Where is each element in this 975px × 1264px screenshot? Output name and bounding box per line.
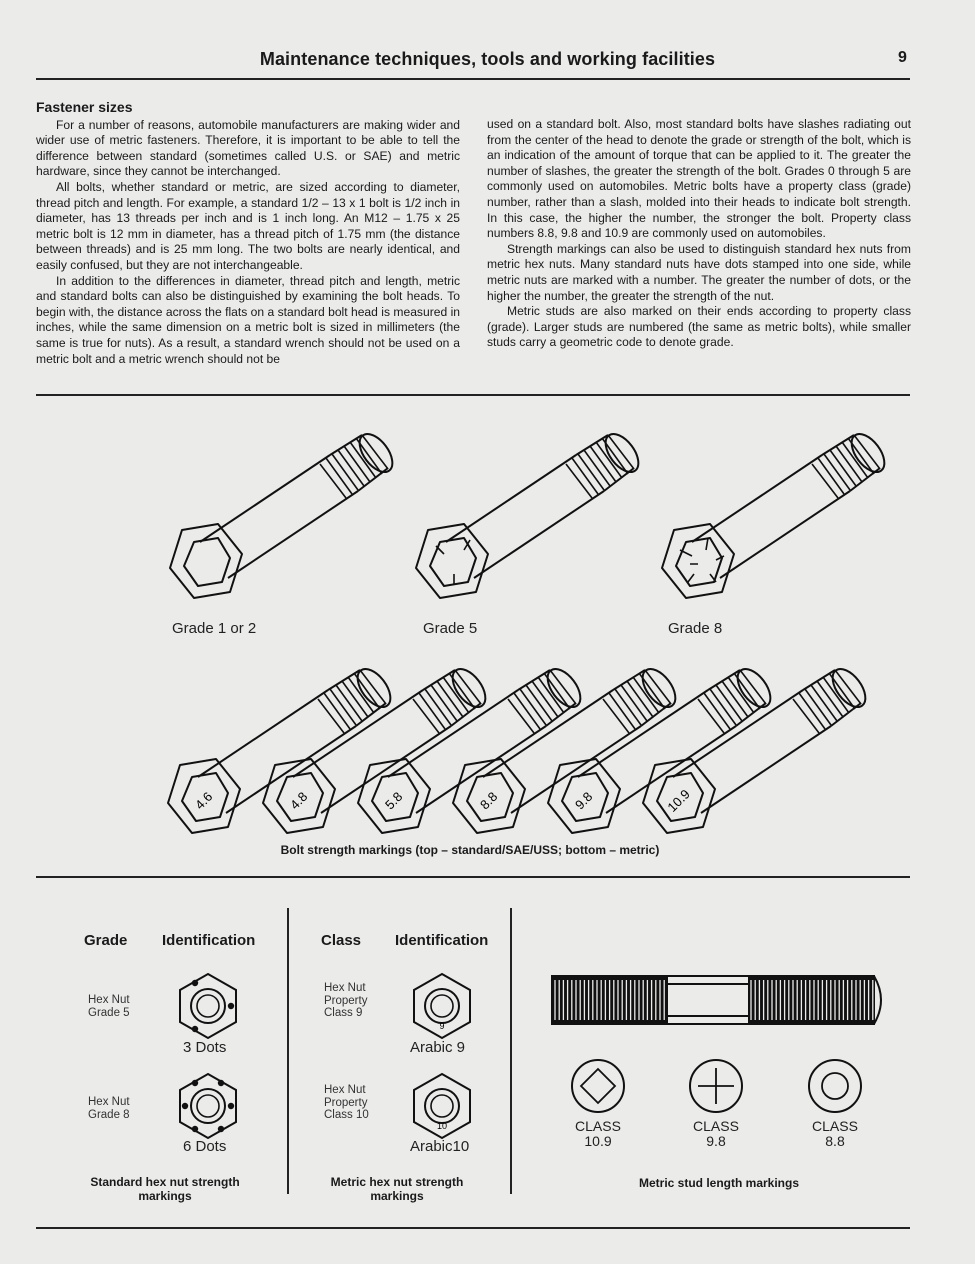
paragraph: Metric studs are also marked on their ends according to property class (grade). Larger studs are numbered (the same as metric bolts), while smaller studs carry a geometric code to denote grade.: [487, 304, 911, 350]
three-dot-nut-icon: [173, 971, 243, 1041]
grade-label: Grade 1 or 2: [172, 620, 257, 637]
section-heading: Fastener sizes: [36, 99, 133, 115]
footer-rule: [36, 1227, 910, 1229]
text-column-left: [36, 100, 460, 367]
nut-identification: Arabic 9: [410, 1039, 466, 1056]
square-in-circle-icon: [568, 1056, 628, 1116]
column-divider: [510, 908, 512, 1194]
metric-nut-caption: Metric hex nut strength markings: [330, 1175, 464, 1203]
metric-nut-10-icon: [407, 1071, 477, 1141]
metric-class-mark: 4.6: [191, 788, 216, 813]
nut-class-label: Hex Nut Property Class 9: [324, 982, 368, 1019]
metric-class-mark: 5.8: [381, 788, 406, 813]
text-column-right: [487, 117, 911, 351]
col-header-identification: Identification: [162, 932, 256, 949]
paragraph: Strength markings can also be used to distinguish standard hex nuts from metric hex nuts. Many standard nuts have dots stamped into one side, while metric nuts are marked with a number. The greater the number of dots, or the higher the number, the greater the strength of the nut.: [487, 241, 911, 303]
nut-identification: Arabic10: [410, 1138, 470, 1155]
metric-stud-drawing: [548, 970, 888, 1030]
stud-class-label: CLASS 8.8: [812, 1118, 858, 1149]
bolt-strength-figure: [0, 400, 975, 880]
bolt-figure-caption: Bolt strength markings (top – standard/SAE/USS; bottom – metric): [280, 843, 660, 857]
standard-nut-caption: Standard hex nut strength markings: [90, 1175, 240, 1203]
metric-nut-9-icon: [407, 971, 477, 1041]
nut-grade-label: Hex Nut Grade 8: [88, 1096, 130, 1121]
column-divider: [287, 908, 289, 1194]
metric-class-mark: 9.8: [571, 788, 596, 813]
nut-grade-label: Hex Nut Grade 5: [88, 994, 130, 1019]
metric-bolt: [643, 663, 872, 833]
paragraph: In addition to the differences in diameter, thread pitch and length, metric and standard bolts can also be distinguished by examining the bolt heads. To begin with, the distance across the flats on a standard bolt head is measured in inches, while the same dimension on a metric bolt is sized in millimeters (the same is true for nuts). As a result, a standard wrench should not be used on a metric bolt and a metric wrench should not be: [36, 273, 460, 366]
nut-identification: 6 Dots: [183, 1138, 227, 1155]
cross-in-circle-icon: [686, 1056, 746, 1116]
paragraph: All bolts, whether standard or metric, are sized according to diameter, thread pitch and length. For example, a standard 1/2 – 13 x 1 bolt is 1/2 inch in diameter, has 13 threads per inch and is 1 inch long. An M12 – 1.75 x 25 metric bolt is 12 mm in diameter, has a thread pitch of 1.75 mm (the distance between threads) and is 25 mm long. The two bolts are nearly identical, and easily confused, but they are not interchangeable.: [36, 179, 460, 272]
ring-in-circle-icon: [805, 1056, 865, 1116]
paragraph: used on a standard bolt. Also, most standard bolts have slashes radiating out from the center of the head to denote the grade or strength of the bolt, which is an indication of the amount of torque that can be applied to it. The greater the number of slashes, the greater the strength of the bolt. Grades 0 through 5 are commonly used on automobiles. Metric bolts have a property class (grade) number, rather than a slash, molded into their heads to indicate bolt strength. In this case, the higher the number, the stronger the bolt. Property class numbers 8.8, 9.8 and 10.9 are commonly used on automobiles.: [487, 117, 911, 241]
section-rule: [36, 394, 910, 396]
metric-class-mark: 10.9: [664, 786, 693, 815]
grade-label: Grade 8: [668, 620, 723, 637]
grade-label: Grade 5: [423, 620, 478, 637]
nut-identification: 3 Dots: [183, 1039, 227, 1056]
page-header-title: Maintenance techniques, tools and working facilities: [259, 49, 716, 69]
six-dot-nut-icon: [173, 1071, 243, 1141]
col-header-grade: Grade: [84, 932, 128, 949]
metric-class-mark: 8.8: [476, 788, 501, 813]
col-header-class: Class: [321, 932, 362, 949]
col-header-identification: Identification: [395, 932, 489, 949]
paragraph: For a number of reasons, automobile manufacturers are making wider and wider use of metric fasteners. Therefore, it is important to be able to tell the difference between standard (sometimes called U.S. or SAE) and metric hardware, since they cannot be interchanged.: [36, 117, 460, 179]
nut-mark: 10: [436, 1121, 448, 1131]
stud-class-label: CLASS 9.8: [693, 1118, 739, 1149]
metric-class-mark: 4.8: [286, 788, 311, 813]
nut-class-label: Hex Nut Property Class 10: [324, 1084, 369, 1121]
section-rule: [36, 876, 910, 878]
page-number: 9: [898, 49, 907, 66]
stud-caption: Metric stud length markings: [638, 1176, 800, 1190]
stud-class-label: CLASS 10.9: [575, 1118, 621, 1149]
header-rule: [36, 78, 910, 80]
nut-mark: 9: [439, 1021, 445, 1031]
